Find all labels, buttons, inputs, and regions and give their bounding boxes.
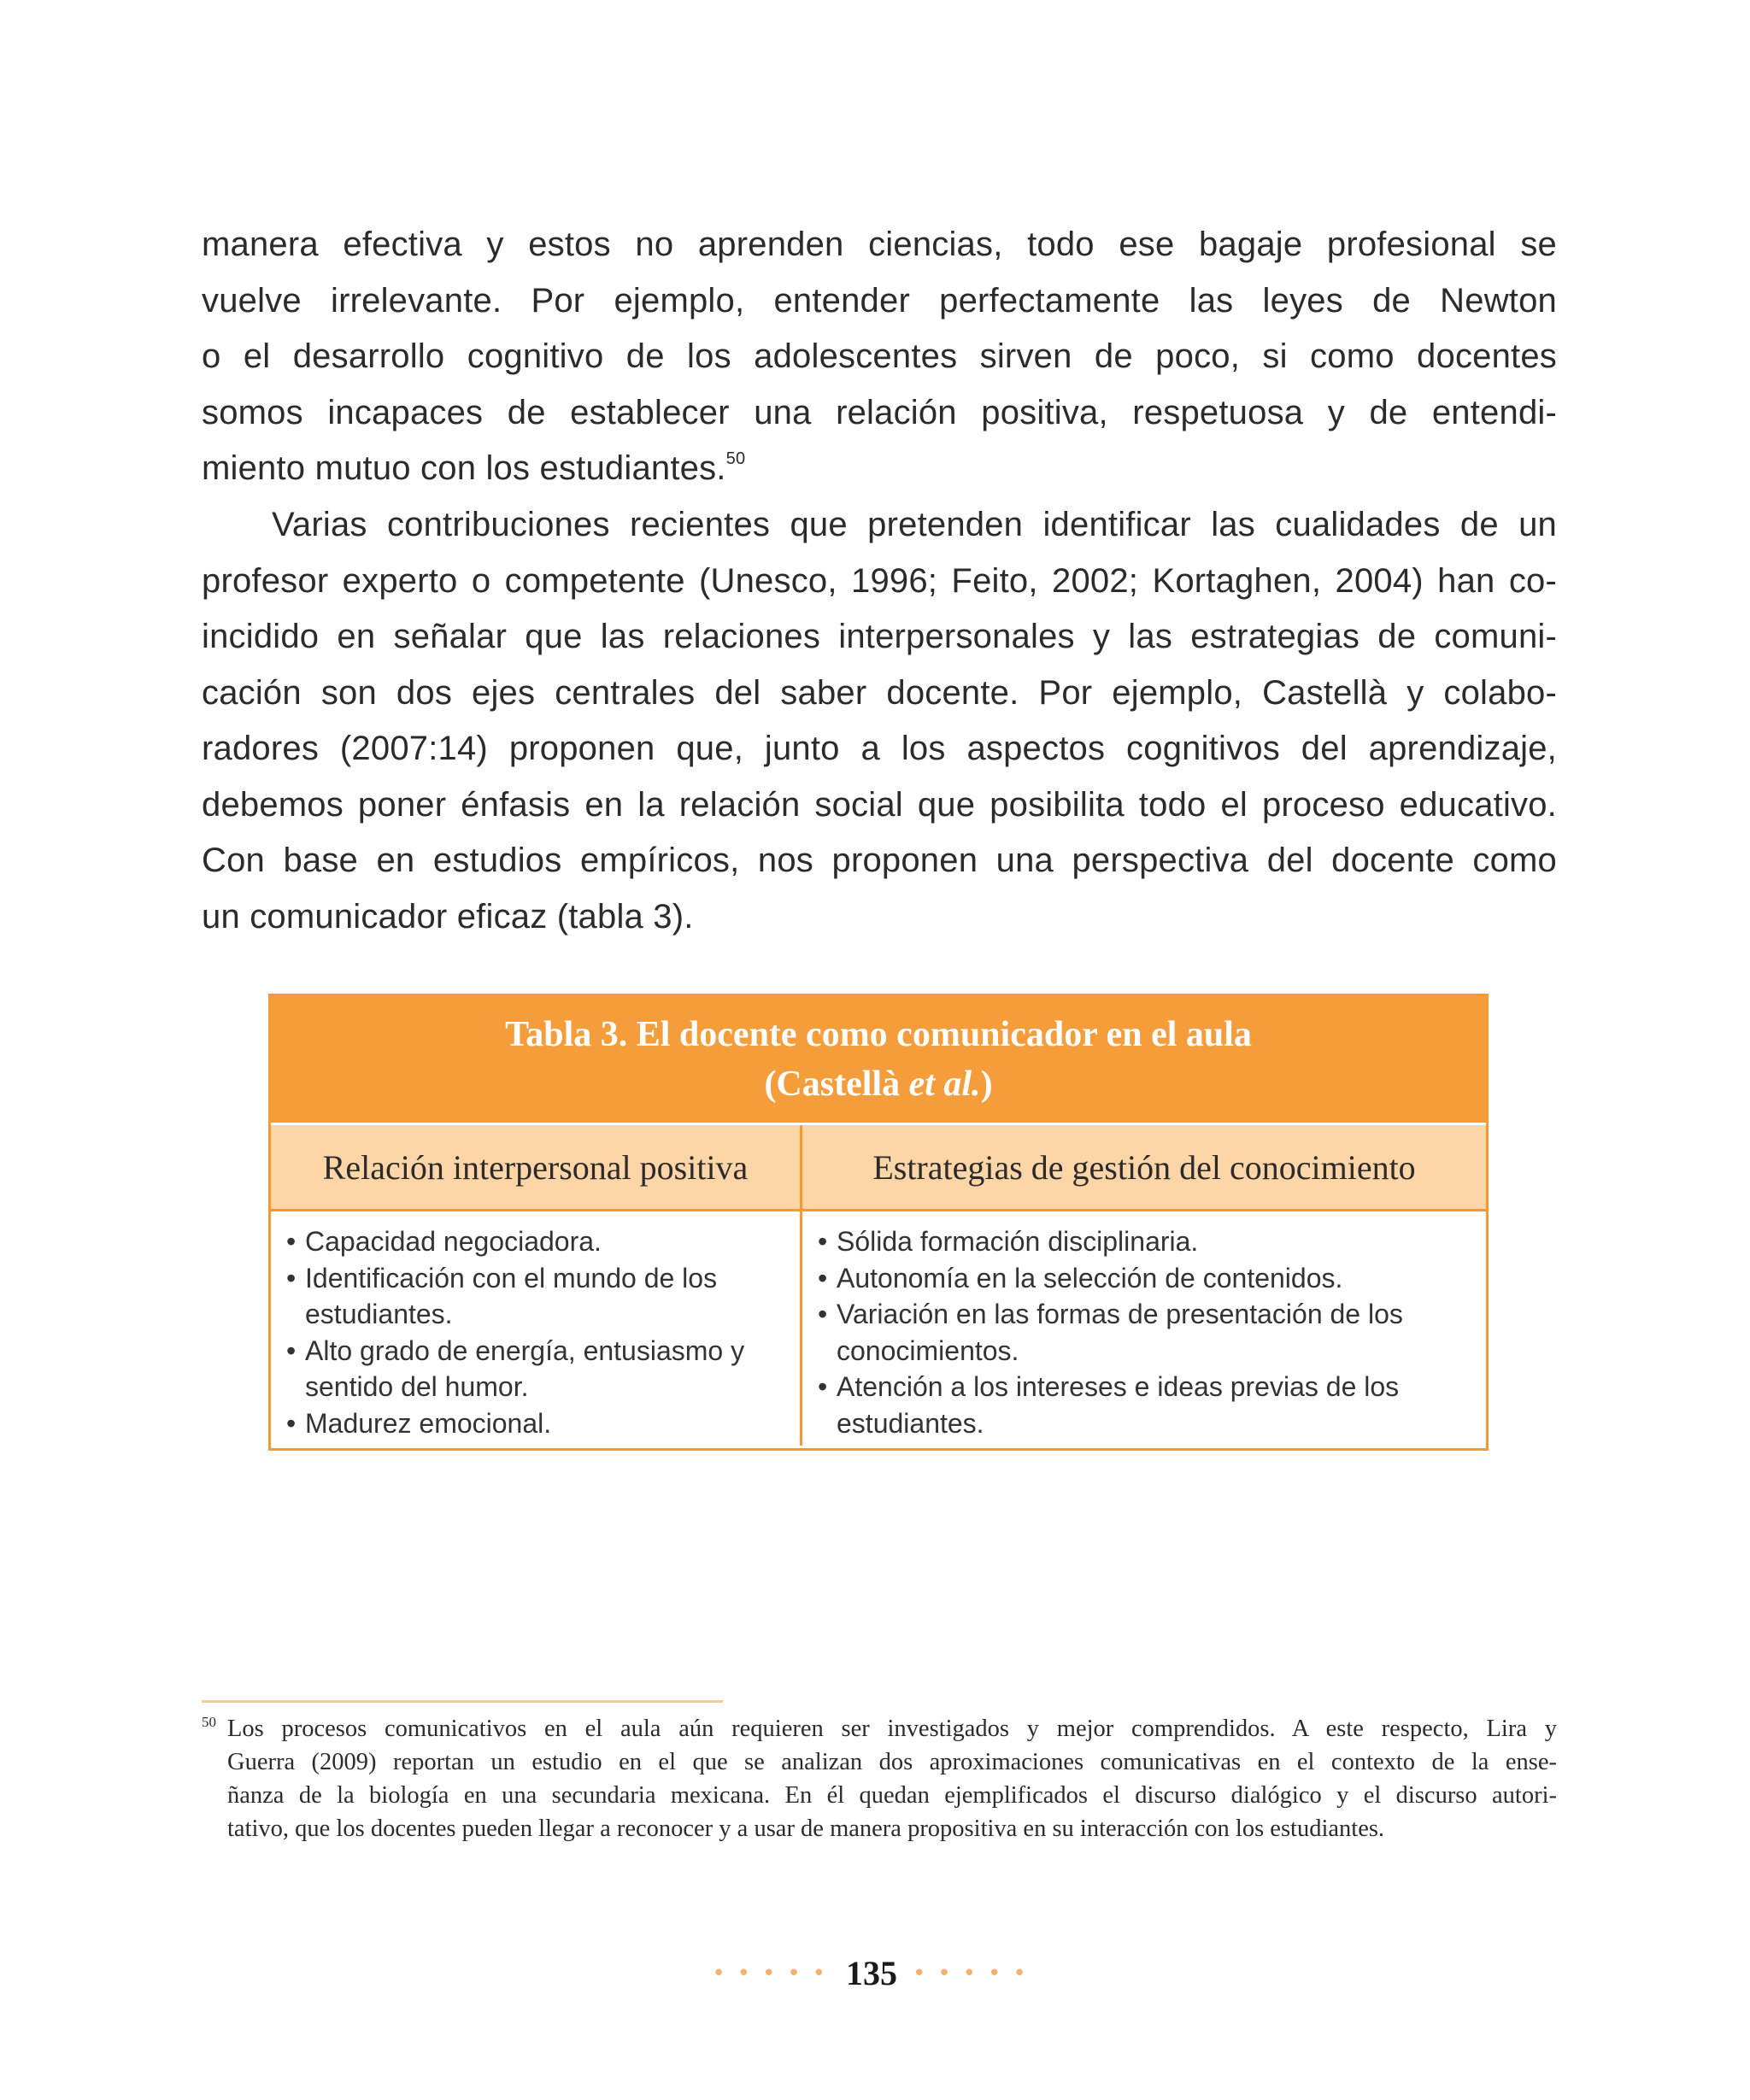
paragraph-2: [202, 497, 1557, 945]
list-item: • Madurez emocional.: [286, 1405, 790, 1442]
footnote-divider: [202, 1700, 723, 1703]
table-3: [268, 994, 1489, 1451]
list-item: • Autonomía en la selección de contenidos.: [818, 1260, 1476, 1297]
footnote-number: 50: [202, 1714, 216, 1730]
paragraph-1-line: vuelve irrelevante. Por ejemplo, entender perfectamente las leyes de Newton: [202, 281, 1557, 320]
table-title-close-paren: ): [980, 1065, 993, 1104]
footnote-line: tativo, que los docentes pueden llegar a reconocer y a usar de manera propositiva en su interacción con los estudiantes.: [227, 1816, 1385, 1842]
list-item: • Identificación con el mundo de los estudiantes.: [286, 1260, 790, 1333]
table-body-row: [271, 1211, 1486, 1446]
paragraph-2-line: incidido en señalar que las relaciones interpersonales y las estrategias de comuni-: [202, 618, 1557, 655]
paragraph-2-line: radores (2007:14) proponen que, junto a los aspectos cognitivos del aprendizaje,: [202, 730, 1557, 767]
paragraph-1-line-text: miento mutuo con los estudiantes.: [202, 449, 726, 487]
interpersonal-list: [286, 1223, 790, 1441]
page-number: 135: [846, 1954, 897, 1992]
paragraph-1-line: somos incapaces de establecer una relación positiva, respetuosa y de entendi-: [202, 393, 1557, 431]
list-item: • Alto grado de energía, entusiasmo y sentido del humor.: [286, 1333, 790, 1405]
table-title: [271, 996, 1486, 1123]
left-dots-ornament: •••••: [712, 1960, 837, 1986]
footnote-reference[interactable]: 50: [725, 449, 746, 468]
table-title-author: (Castellà: [764, 1065, 909, 1104]
paragraph-2-line: debemos poner énfasis en la relación social que posibilita todo el proceso educativo.: [202, 785, 1557, 824]
paragraph-1-line-last: [202, 441, 1557, 497]
table-title-line-1: Tabla 3. El docente como comunicador en el aula: [505, 1015, 1252, 1054]
knowledge-list: [818, 1223, 1476, 1441]
page-footer: [0, 1953, 1750, 1993]
paragraph-2-line: profesor experto o competente (Unesco, 1996; Feito, 2002; Kortaghen, 2004) han co-: [202, 561, 1557, 600]
paragraph-2-line: un comunicador eficaz (tabla 3).: [202, 897, 694, 936]
table-header-knowledge: Estrategias de gestión del conocimiento: [872, 1147, 1416, 1187]
paragraph-2-line: cación son dos ejes centrales del saber docente. Por ejemplo, Castellà y colabo-: [202, 673, 1557, 712]
table-title-line-2: [271, 1059, 1486, 1109]
paragraph-2-line: Varias contribuciones recientes que pretenden identificar las cualidades de un: [272, 506, 1557, 543]
list-item: • Sólida formación disciplinaria.: [818, 1223, 1476, 1260]
footnote: [202, 1712, 1557, 1845]
table-cell-interpersonal: [271, 1211, 802, 1446]
paragraph-2-line: Con base en estudios empíricos, nos proponen una perspectiva del docente como: [202, 842, 1557, 879]
footnote-line: Guerra (2009) reportan un estudio en el que se analizan dos aproximaciones comunicativas en el contexto de la ense-: [227, 1749, 1557, 1775]
footnote-line: Los procesos comunicativos en el aula aún requieren ser investigados y mejor comprendidos. A este respecto, Lira y: [227, 1716, 1557, 1742]
list-item: • Atención a los intereses e ideas previas de los estudiantes.: [818, 1369, 1476, 1441]
paragraph-1-line: o el desarrollo cognitivo de los adolescentes sirven de poco, si como docentes: [202, 337, 1557, 375]
paragraph-1: [202, 217, 1557, 497]
list-item: • Capacidad negociadora.: [286, 1223, 790, 1260]
footnote-line: ñanza de la biología en una secundaria mexicana. En él quedan ejemplificados el discurso dialógico y el discurso autori-: [227, 1782, 1557, 1809]
footnote-text: [227, 1712, 1557, 1845]
table-cell-knowledge: [802, 1211, 1486, 1446]
table-header-row: [271, 1123, 1486, 1211]
list-item: • Variación en las formas de presentación de los conocimientos.: [818, 1296, 1476, 1369]
table-header-interpersonal: Relación interpersonal positiva: [271, 1125, 802, 1209]
paragraph-1-line: manera efectiva y estos no aprenden ciencias, todo ese bagaje profesional se: [202, 226, 1557, 263]
table-title-et-al: et al.: [908, 1065, 981, 1104]
right-dots-ornament: •••••: [913, 1960, 1038, 1986]
